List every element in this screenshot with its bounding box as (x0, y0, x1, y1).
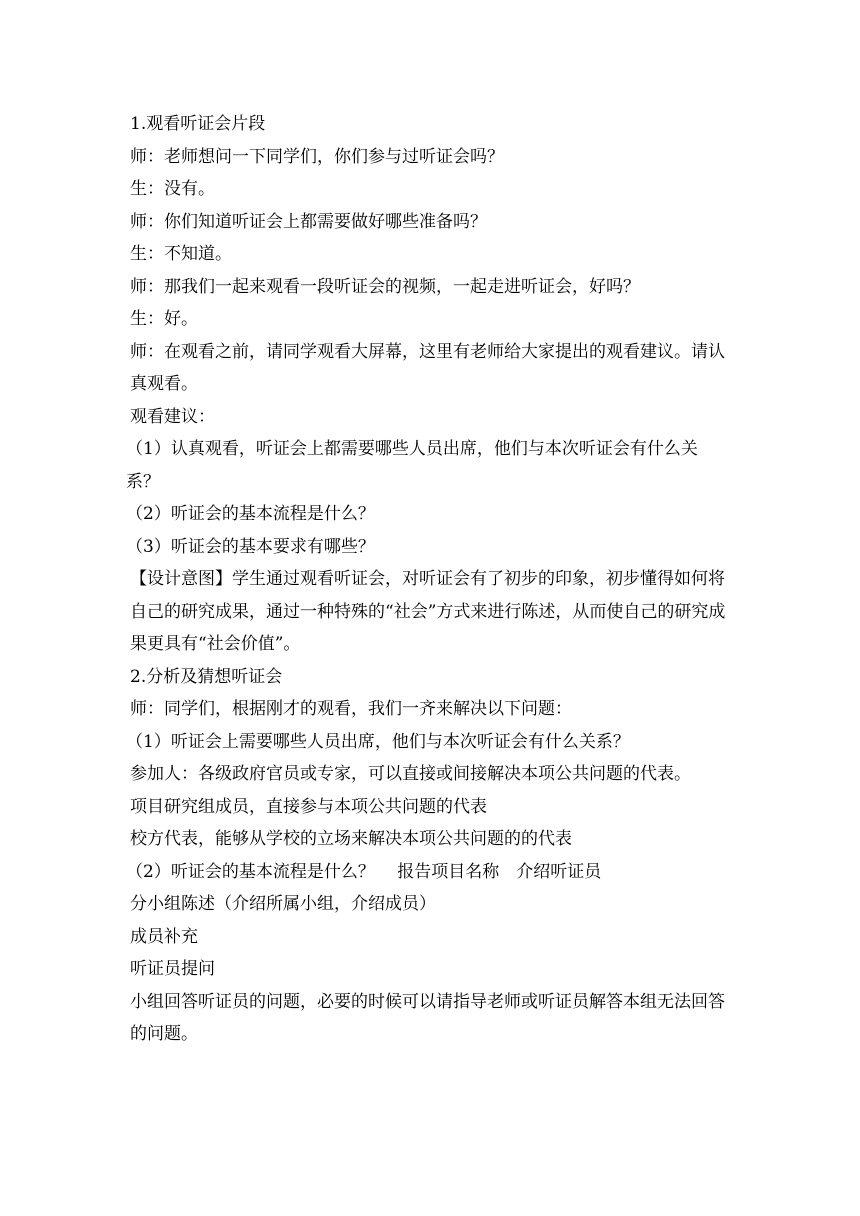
dialogue-line: 生：不知道。 (130, 244, 232, 264)
dialogue-line: 师：你们知道听证会上都需要做好哪些准备吗？ (130, 211, 487, 232)
answer-line: 项目研究组成员，直接参与本项公共问题的代表 (130, 796, 487, 817)
dialogue-line: 师：老师想问一下同学们，你们参与过听证会吗？ (130, 146, 504, 167)
dialogue-line: 生：没有。 (130, 179, 215, 199)
section-heading-1: 1.观看听证会片段 (130, 114, 266, 134)
dialogue-line: 师：同学们，根据刚才的观看，我们一齐来解决以下问题： (130, 699, 572, 719)
dialogue-line: 生：好。 (130, 309, 198, 329)
dialogue-line: 师：那我们一起来观看一段听证会的视频，一起走进听证会，好吗？ (130, 276, 640, 297)
answer-line: 参加人：各级政府官员或专家，可以直接或间接解决本项公共问题的代表。 (130, 764, 691, 784)
answer-line: 校方代表，能够从学校的立场来解决本项公共问题的的代表 (130, 829, 572, 849)
dialogue-line: 师：在观看之前，请同学观看大屏幕，这里有老师给大家提出的观看建议。请认真观看。 (130, 341, 725, 394)
suggestion-heading: 观看建议： (130, 406, 215, 427)
process-step: 分小组陈述（介绍所属小组，介绍成员） (130, 894, 436, 914)
section-heading-2: 2.分析及猜想听证会 (130, 666, 283, 687)
document-body (126, 108, 730, 1051)
process-step: 小组回答听证员的问题，必要的时候可以请指导老师或听证员解答本组无法回答的问题。 (130, 991, 725, 1044)
design-intent-paragraph: 【设计意图】学生通过观看听证会，对听证会有了初步的印象，初步懂得如何将自己的研究成果，通过一种特殊的“社会”方式来进行陈述，从而使自己的研究成果更具有“社会价值”。 (130, 569, 726, 654)
suggestion-item: （3）听证会的基本要求有哪些？ (126, 536, 375, 557)
suggestion-item: （1）认真观看，听证会上都需要哪些人员出席，他们与本次听证会有什么关系？ (126, 439, 698, 492)
question-item: （1）听证会上需要哪些人员出席，他们与本次听证会有什么关系？ (126, 731, 630, 752)
question-item: （2）听证会的基本流程是什么？ 报告项目名称 介绍听证员 (126, 861, 602, 882)
suggestion-item: （2）听证会的基本流程是什么？ (126, 504, 375, 524)
process-step: 听证员提问 (130, 959, 215, 979)
process-step: 成员补充 (130, 926, 198, 947)
